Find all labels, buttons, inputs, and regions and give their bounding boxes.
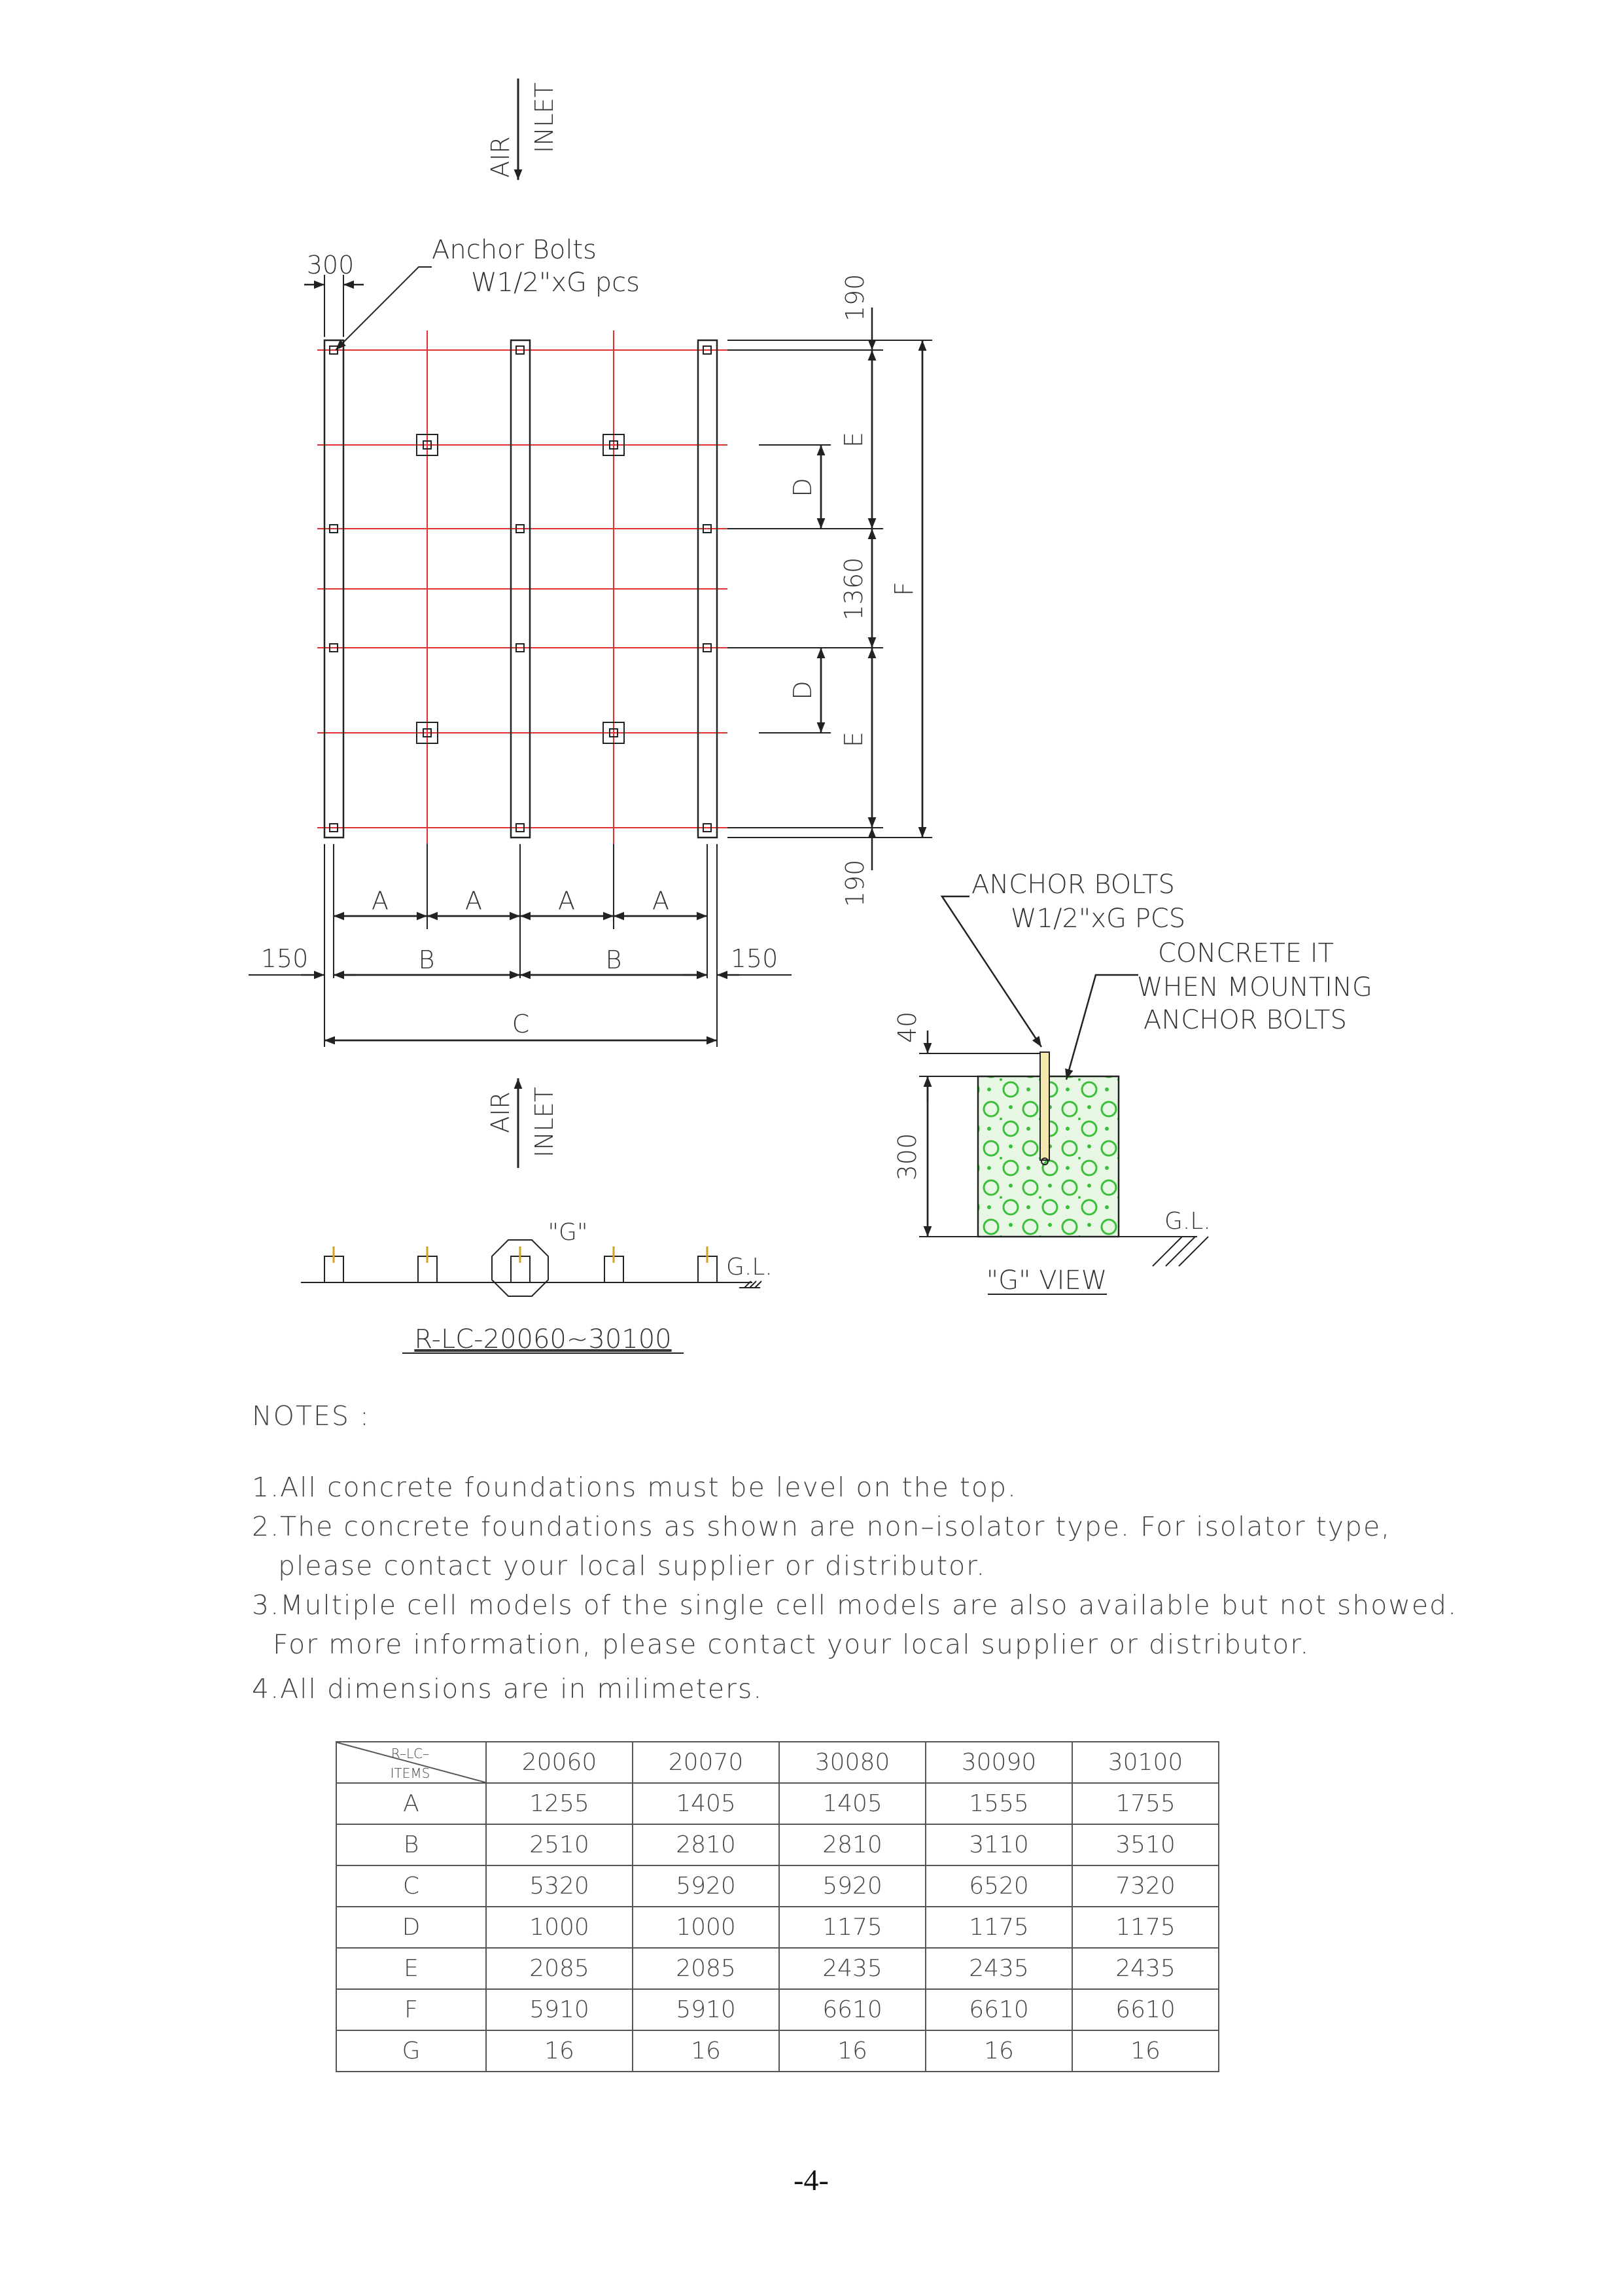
table-cell: 1755 <box>1072 1783 1219 1824</box>
g-marker-label: "G" <box>548 1219 588 1246</box>
air-inlet-bottom-inlet: INLET <box>530 1086 559 1158</box>
dim-d-lower-label: D <box>788 680 817 700</box>
table-cell: 5320 <box>486 1865 633 1907</box>
note-2-cont: please contact your local supplier or distributor. <box>278 1550 986 1581</box>
col-header: 30090 <box>926 1742 1072 1783</box>
table-cell: 5910 <box>486 1989 633 2030</box>
dim-d-upper-label: D <box>788 478 817 497</box>
table-cell: 6520 <box>926 1865 1072 1907</box>
grid-centerlines <box>317 330 727 844</box>
row-label: D <box>336 1907 486 1948</box>
table-cell: 2085 <box>486 1948 633 1989</box>
air-inlet-top-air: AIR <box>486 136 515 178</box>
note-3-cont: For more information, please contact your local supplier or distributor. <box>273 1629 1310 1660</box>
table-cell: 1175 <box>1072 1907 1219 1948</box>
dim-300-top-label: 300 <box>306 251 355 279</box>
g-view-section <box>893 870 1372 1296</box>
table-row <box>336 1989 1219 2030</box>
dim-a4-label: A <box>652 887 669 915</box>
dim-b1-label: B <box>418 945 435 974</box>
gview-concrete-line1: CONCRETE IT <box>1158 938 1334 968</box>
anchor-bolt <box>1040 1052 1049 1160</box>
dim-300-top <box>304 251 364 337</box>
table-row <box>336 1865 1219 1907</box>
table-cell: 2510 <box>486 1824 633 1865</box>
gview-gl-label: G.L. <box>1164 1208 1211 1235</box>
table-cell: 16 <box>1072 2030 1219 2072</box>
table-cell: 1175 <box>779 1907 926 1948</box>
table-row <box>336 1948 1219 1989</box>
dim-a1-label: A <box>372 887 389 915</box>
gview-concrete-line3: ANCHOR BOLTS <box>1143 1005 1347 1035</box>
notes-header: NOTES : <box>252 1400 370 1432</box>
dim-e-lower-label: E <box>839 731 868 748</box>
dim-c-label: C <box>512 1010 530 1038</box>
note-1: 1.All concrete foundations must be level on the top. <box>252 1472 1018 1503</box>
table-cell: 16 <box>633 2030 779 2072</box>
table-cell: 3510 <box>1072 1824 1219 1865</box>
table-cell: 5920 <box>779 1865 926 1907</box>
gview-anchor-line2: W1/2"xG PCS <box>1011 904 1186 934</box>
col-header: 20060 <box>486 1742 633 1783</box>
dim-b2-label: B <box>605 945 622 974</box>
model-caption: R-LC-20060~30100 <box>414 1324 672 1354</box>
dim-150-left-label: 150 <box>260 944 309 973</box>
row-label: A <box>336 1783 486 1824</box>
anchor-bolts-label <box>336 235 640 350</box>
dim-f-label: F <box>890 582 918 596</box>
anchor-bolts-line1: Anchor Bolts <box>432 235 597 265</box>
row-label: G <box>336 2030 486 2072</box>
table-row <box>336 2030 1219 2072</box>
dim-190-bottom-label: 190 <box>841 859 869 908</box>
dim-e-upper-label: E <box>839 431 868 448</box>
dim-a3-label: A <box>558 887 575 915</box>
table-cell: 2085 <box>633 1948 779 1989</box>
table-cell: 1000 <box>633 1907 779 1948</box>
row-label: B <box>336 1824 486 1865</box>
air-inlet-top <box>486 79 559 180</box>
dim-150-right-label: 150 <box>730 944 778 973</box>
col-header: 30080 <box>779 1742 926 1783</box>
table-cell: 7320 <box>1072 1865 1219 1907</box>
table-cell: 1405 <box>633 1783 779 1824</box>
gview-dim-40-label: 40 <box>893 1011 922 1044</box>
table-cell: 6610 <box>779 1989 926 2030</box>
gview-concrete-line2: WHEN MOUNTING <box>1137 972 1372 1002</box>
air-inlet-bottom-air: AIR <box>486 1091 515 1133</box>
col-header: 30100 <box>1072 1742 1219 1783</box>
table-cell: 5910 <box>633 1989 779 2030</box>
corner-bottom-label: ITEMS <box>390 1765 430 1781</box>
table-cell: 1555 <box>926 1783 1072 1824</box>
gview-caption: "G" VIEW <box>986 1265 1108 1296</box>
table-cell: 6610 <box>926 1989 1072 2030</box>
elevation-view <box>301 1240 761 1296</box>
table-row <box>336 1783 1219 1824</box>
table-cell: 1175 <box>926 1907 1072 1948</box>
corner-top-label: R–LC– <box>391 1746 430 1761</box>
table-cell: 3110 <box>926 1824 1072 1865</box>
row-label: C <box>336 1865 486 1907</box>
air-inlet-bottom <box>486 1078 559 1168</box>
air-inlet-top-inlet: INLET <box>530 82 559 154</box>
gview-dim-300-label: 300 <box>893 1133 922 1181</box>
col-header: 20070 <box>633 1742 779 1783</box>
notes-section <box>252 1400 1457 1708</box>
dim-a2-label: A <box>465 887 482 915</box>
table-cell: 1405 <box>779 1783 926 1824</box>
table-cell: 5920 <box>633 1865 779 1907</box>
table-cell: 16 <box>926 2030 1072 2072</box>
table-cell: 2810 <box>633 1824 779 1865</box>
right-dimension-labels <box>788 274 918 908</box>
table-cell: 16 <box>779 2030 926 2072</box>
dim-1360-label: 1360 <box>839 557 868 621</box>
table-corner-cell <box>336 1742 486 1783</box>
table-header-row <box>336 1742 1219 1783</box>
row-label: F <box>336 1989 486 2030</box>
table-row <box>336 1907 1219 1948</box>
table-cell: 1255 <box>486 1783 633 1824</box>
gl-label-elevation: G.L. <box>726 1254 773 1280</box>
table-cell: 2810 <box>779 1824 926 1865</box>
table-cell: 6610 <box>1072 1989 1219 2030</box>
table-row <box>336 1824 1219 1865</box>
dimensions-table <box>336 1741 1219 2072</box>
table-cell: 2435 <box>779 1948 926 1989</box>
anchor-bolts-line2: W1/2"xG pcs <box>471 268 640 298</box>
dim-190-top-label: 190 <box>841 274 869 322</box>
note-3: 3.Multiple cell models of the single cell models are also available but not showed. <box>252 1589 1458 1621</box>
table-cell: 1000 <box>486 1907 633 1948</box>
gview-anchor-line1: ANCHOR BOLTS <box>971 870 1175 900</box>
page-number: -4- <box>794 2163 829 2197</box>
row-label: E <box>336 1948 486 1989</box>
table-cell: 16 <box>486 2030 633 2072</box>
note-2: 2.The concrete foundations as shown are non–isolator type. For isolator type, <box>252 1511 1391 1542</box>
note-4: 4.All dimensions are in milimeters. <box>252 1673 763 1704</box>
corner-diagonal <box>337 1742 485 1782</box>
table-cell: 2435 <box>1072 1948 1219 1989</box>
table-cell: 2435 <box>926 1948 1072 1989</box>
